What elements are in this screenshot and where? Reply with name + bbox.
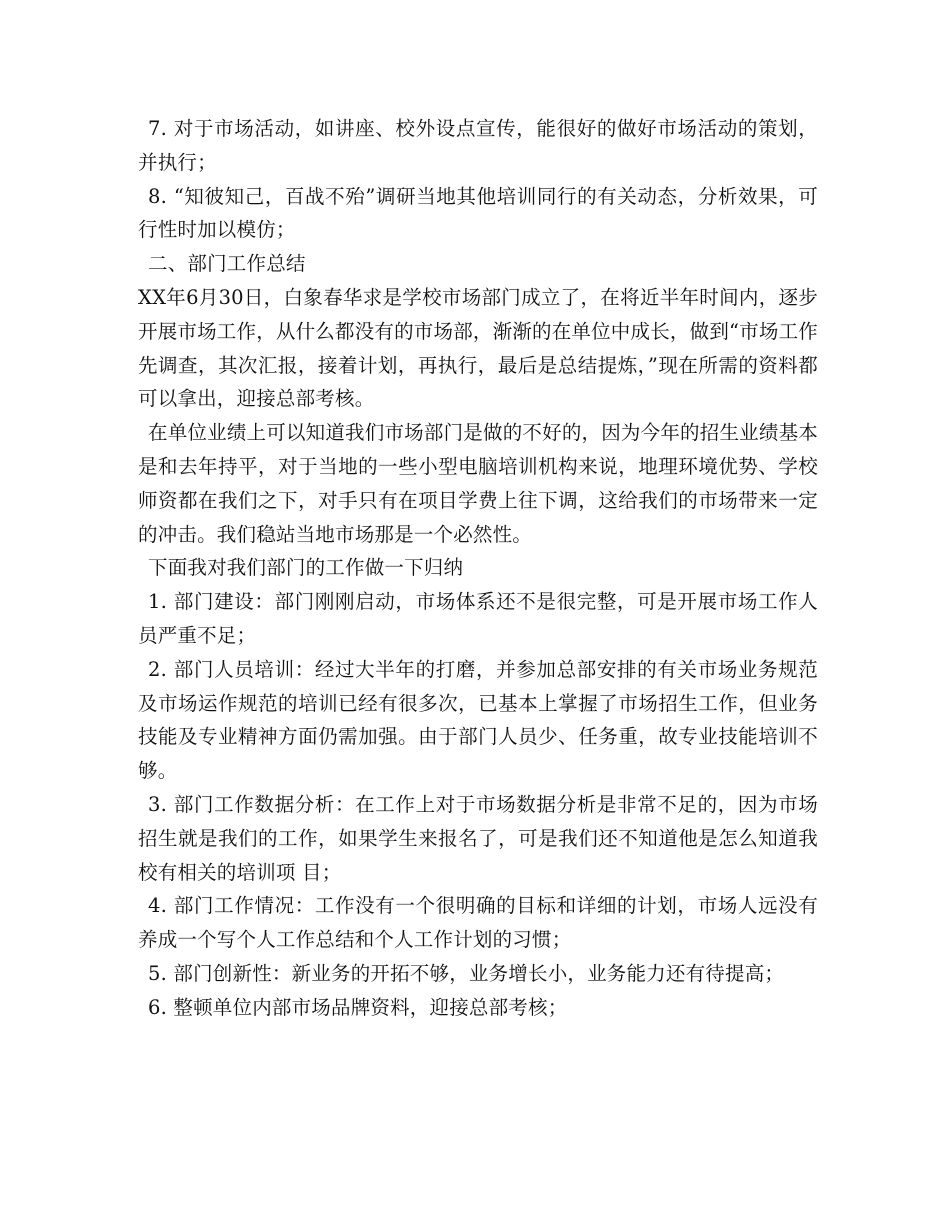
list-item-1: 1. 部门建设：部门刚刚启动，市场体系还不是很完整，可是开展市场工作人员严重不足； [138,590,818,647]
performance-paragraph: 在单位业绩上可以知道我们市场部门是做的不好的，因为今年的招生业绩基本是和去年持平，对于当地的一些小型电脑培训机构来说，地理环境优势、学校师资都在我们之下，对手只有在项目学费上往下调，这给我们的市场带来一定的冲击。我们稳站当地市场那是一个必然性。 [138,421,818,546]
list-item-5: 5. 部门创新性：新业务的开拓不够，业务增长小，业务能力还有待提高； [148,961,785,985]
document-body [138,112,818,1025]
section-heading: 二、部门工作总结 [148,252,306,276]
summary-intro: 下面我对我们部门的工作做一下归纳 [148,556,464,580]
list-item-7: 7. 对于市场活动，如讲座、校外设点宣传，能很好的做好市场活动的策划，并执行； [138,117,818,174]
list-item-2: 2. 部门人员培训：经过大半年的打磨，并参加总部安排的有关市场业务规范及市场运作规范的培训已经有很多次，已基本上掌握了市场招生工作，但业务技能及专业精神方面仍需加强。由于部门人员少、任务重，故专业技能培训不够。 [138,657,818,783]
list-item-6: 6. 整顿单位内部市场品牌资料，迎接总部考核； [148,995,568,1019]
list-item-4: 4. 部门工作情况：工作没有一个很明确的目标和详细的计划，市场人远没有养成一个写个人工作总结和个人工作计划的习惯； [138,894,818,952]
summary-paragraph: XX年6月30日，白象春华求是学校市场部门成立了，在将近半年时间内，逐步开展市场工作，从什么都没有的市场部，渐渐的在单位中成长，做到“市场工作先调查，其次汇报，接着计划，再执行，最后是总结提炼，”现在所需的资料都可以拿出，迎接总部考核。 [138,285,818,411]
list-item-3: 3. 部门工作数据分析：在工作上对于市场数据分析是非常不足的，因为市场招生就是我们的工作，如果学生来报名了，可是我们还不知道他是怎么知道我校有相关的培训项 目； [138,792,818,884]
list-item-8: 8. “知彼知己，百战不殆”调研当地其他培训同行的有关动态，分析效果，可行性时加以模仿； [138,184,818,242]
